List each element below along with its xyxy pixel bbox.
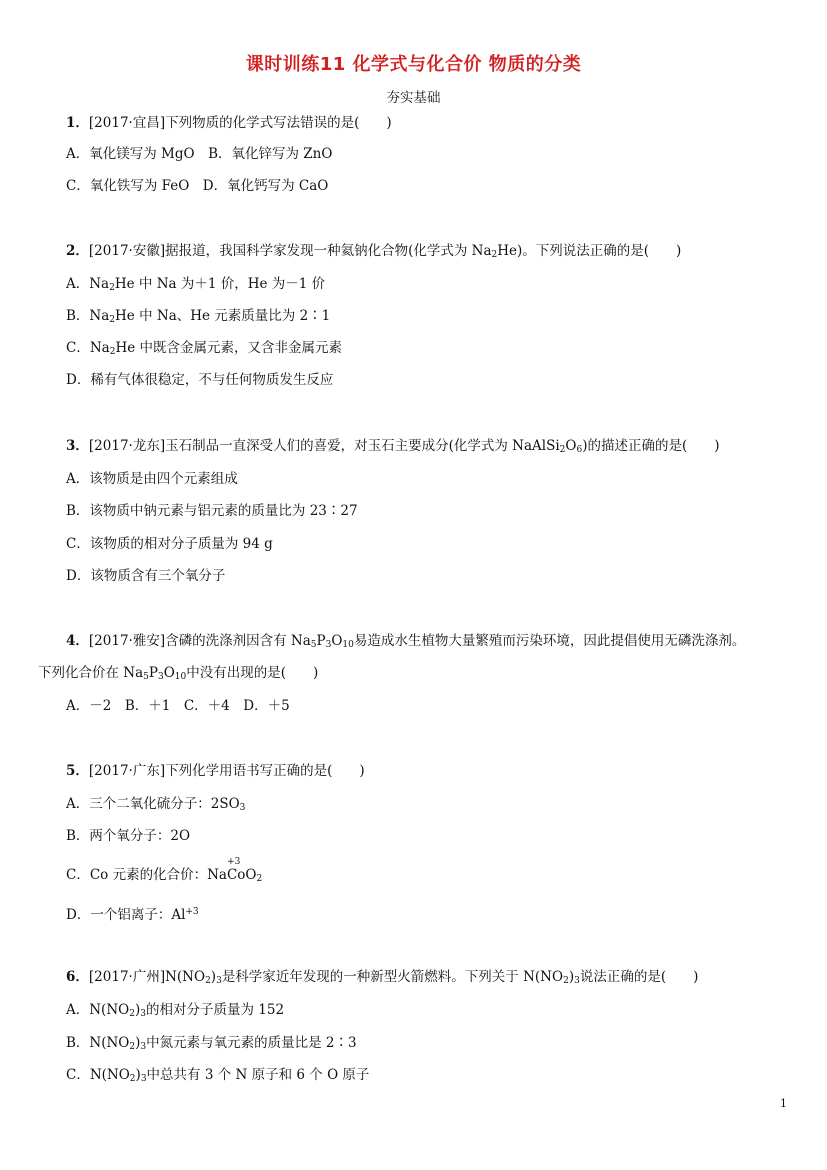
question-6-option-b: B．$N(NO_2)_3$中氮元素与氧元素的质量比是 2∶3 <box>66 1035 357 1052</box>
question-1-option-ab: A．氧化镁写为 MgO B．氧化锌写为 ZnO <box>66 146 333 162</box>
question-number: 2． <box>66 243 89 259</box>
question-2-option-b: B．$Na_2He$ 中 Na、He 元素质量比为 2∶1 <box>66 308 331 325</box>
section-subtitle: 夯实基础 <box>386 90 441 106</box>
question-number: 3． <box>66 438 89 454</box>
page-title: 课时训练11 化学式与化合价 物质的分类 <box>245 54 582 75</box>
question-6-option-a: A．$N(NO_2)_3$的相对分子质量为 152 <box>66 1002 285 1019</box>
question-number: 4． <box>66 633 89 649</box>
question-1-option-cd: C．氧化铁写为 FeO D．氧化钙写为 CaO <box>66 178 329 194</box>
question-3-stem: 3．[2017·龙东]玉石制品一直深受人们的喜爱，对玉石主要成分(化学式为 $NaAlSi_2O_6$)的描述正确的是( ) <box>66 438 720 455</box>
question-1-stem <box>66 114 392 132</box>
question-5-option-c: C．Co 元素的化合价： +3 NaCoO$_2$ <box>66 866 262 888</box>
valence-formula: +3 NaCoO$_2$ <box>207 866 262 888</box>
question-5-option-a: A．三个二氧化硫分子：$2SO_3$ <box>66 796 246 813</box>
question-number: 5． <box>66 763 89 779</box>
question-number: 1． <box>66 115 89 131</box>
question-5-option-d: D．一个铝离子：$Al^{+3}$ <box>66 907 199 923</box>
question-3-option-d: D．该物质含有三个氧分子 <box>66 568 226 584</box>
question-2-option-a: A．$Na_2He$ 中 Na 为＋1 价，He 为－1 价 <box>66 276 326 293</box>
question-6-stem: 6．[2017·广州]$N(NO_2)_3$是科学家近年发现的一种新型火箭燃料。下列关于 $N(NO_2)_3$说法正确的是( ) <box>66 969 699 986</box>
question-4-options: A．－2 B．＋1 C．＋4 D．＋5 <box>66 698 290 714</box>
question-number: 6． <box>66 969 89 985</box>
question-5-stem: 5．[2017·广东]下列化学用语书写正确的是( ) <box>66 763 365 779</box>
valence-mark: +3 <box>227 857 241 867</box>
question-6-option-c: C．$N(NO_2)_3$中总共有 3 个 N 原子和 6 个 O 原子 <box>66 1067 370 1084</box>
question-2-stem: 2．[2017·安徽]据报道，我国科学家发现一种氦钠化合物(化学式为 $Na_2He$)。下列说法正确的是( ) <box>66 243 682 260</box>
question-4-stem: 4．[2017·雅安]含磷的洗涤剂因含有 $Na_5P_3O_{10}$易造成水生植物大量繁殖而污染环境，因此提倡使用无磷洗涤剂。 <box>66 633 746 650</box>
question-5-option-b: B．两个氧分子：2O <box>66 828 191 844</box>
question-text: [2017·宜昌]下列物质的化学式写法错误的是( ) <box>88 115 392 131</box>
page-number: 1 <box>780 1097 787 1110</box>
question-2-option-d: D．稀有气体很稳定，不与任何物质发生反应 <box>66 372 334 388</box>
question-3-option-b: B．该物质中钠元素与铝元素的质量比为 23∶27 <box>66 503 358 519</box>
question-2-option-c: C．$Na_2He$ 中既含金属元素，又含非金属元素 <box>66 340 342 357</box>
question-3-option-c: C．该物质的相对分子质量为 94 g <box>66 536 273 552</box>
question-3-option-a: A．该物质是由四个元素组成 <box>66 471 238 487</box>
question-4-stem-continued: 下列化合价在 $Na_5P_3O_{10}$中没有出现的是( ) <box>38 665 319 682</box>
